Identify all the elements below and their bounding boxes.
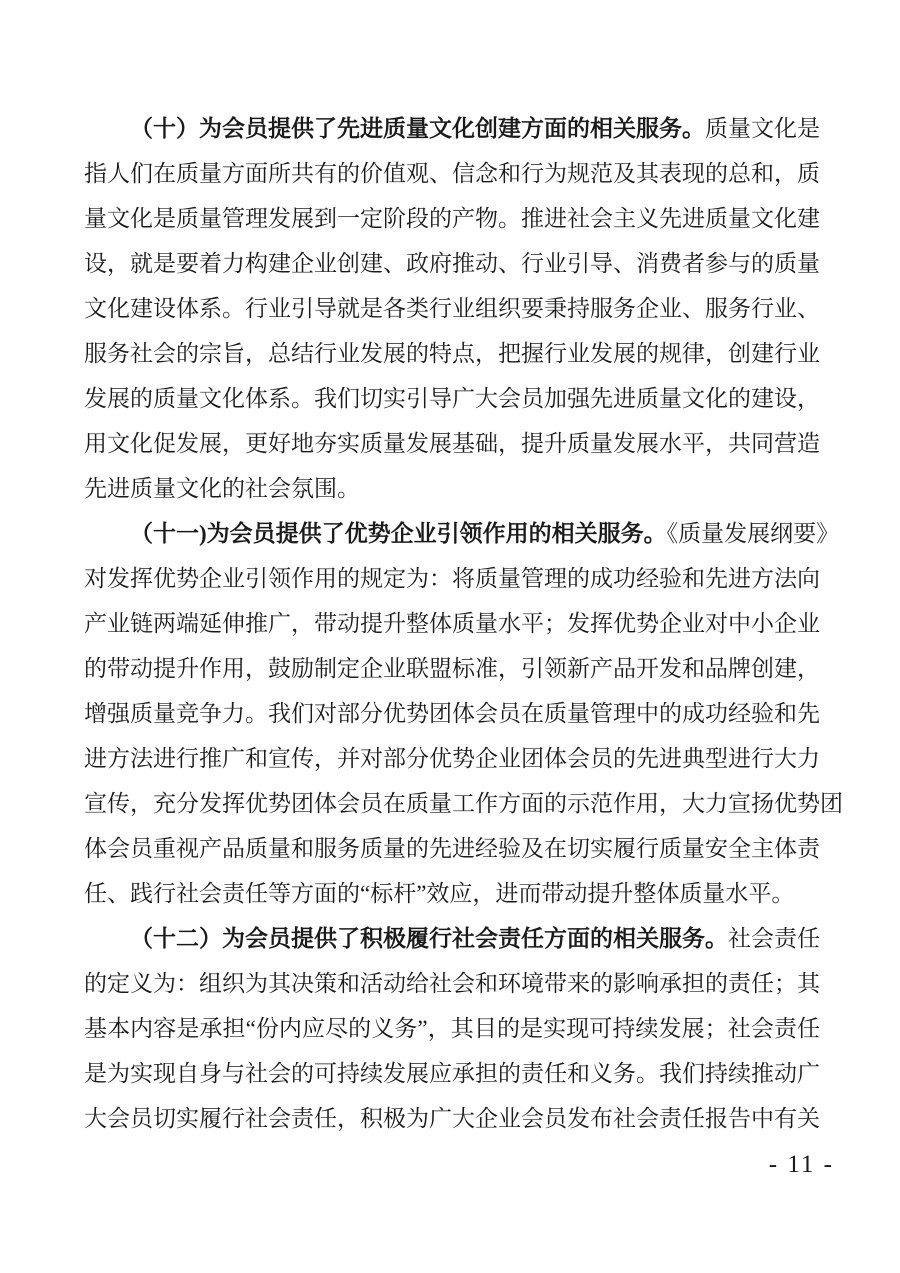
paragraph-text: 任、践行社会责任等方面的“标杆”效应，进而带动提升整体质量水平。: [84, 881, 795, 906]
text-line: [84, 1051, 820, 1096]
paragraph-text: 先进质量文化的社会氛围。: [84, 476, 360, 501]
text-line: [84, 331, 820, 376]
paragraph-text: 是为实现自身与社会的可持续发展应承担的责任和义务。我们持续推动广: [84, 1061, 820, 1086]
paragraph-text: 产业链两端延伸推广，带动提升整体质量水平；发挥优势企业对中小企业: [84, 611, 820, 636]
paragraph-text: 服务社会的宗旨，总结行业发展的特点，把握行业发展的规律，创建行业: [84, 341, 820, 366]
paragraph-text: 质量文化是: [705, 116, 820, 141]
paragraph-text: 社会责任: [728, 926, 820, 951]
page-number: - 11 -: [768, 1151, 834, 1178]
text-line: [84, 646, 820, 691]
text-block: [84, 106, 843, 1141]
paragraph-text: 基本内容是承担“份内应尽的义务”，其目的是实现可持续发展；社会责任: [84, 1016, 820, 1041]
text-line: [84, 781, 843, 826]
text-line: [84, 376, 820, 421]
text-line: [84, 241, 820, 286]
text-line: [84, 1006, 820, 1051]
text-line: [84, 106, 820, 151]
text-line: [84, 556, 820, 601]
paragraph-text: 宣传，充分发挥优势团体会员在质量工作方面的示范作用，大力宣扬优势团: [84, 791, 843, 816]
text-line: [84, 916, 820, 961]
paragraph-text: 用文化促发展，更好地夯实质量发展基础，提升质量发展水平，共同营造: [84, 431, 820, 456]
paragraph-text: 增强质量竞争力。我们对部分优势团体会员在质量管理中的成功经验和先: [84, 701, 820, 726]
paragraph-text: 《质量发展纲要》: [666, 521, 840, 546]
paragraph-text: 量文化是质量管理发展到一定阶段的产物。推进社会主义先进质量文化建: [84, 206, 820, 231]
paragraph-text: 的带动提升作用，鼓励制定企业联盟标准，引领新产品开发和品牌创建，: [84, 656, 820, 681]
text-line: [84, 421, 820, 466]
text-line: [84, 196, 820, 241]
paragraph-heading: （十）为会员提供了先进质量文化创建方面的相关服务。: [130, 116, 705, 141]
text-line: [84, 466, 820, 511]
paragraph-text: 的定义为：组织为其决策和活动给社会和环境带来的影响承担的责任；其: [84, 971, 820, 996]
text-line: [84, 1096, 820, 1141]
paragraph-text: 大会员切实履行社会责任，积极为广大企业会员发布社会责任报告中有关: [84, 1106, 820, 1131]
paragraph-text: 体会员重视产品质量和服务质量的先进经验及在切实履行质量安全主体责: [84, 836, 820, 861]
text-line: [84, 826, 820, 871]
text-line: [84, 601, 820, 646]
paragraph-text: 对发挥优势企业引领作用的规定为：将质量管理的成功经验和先进方法向: [84, 566, 820, 591]
text-line: [84, 961, 820, 1006]
text-line: [84, 691, 820, 736]
paragraph-text: 文化建设体系。行业引导就是各类行业组织要秉持服务企业、服务行业、: [84, 296, 820, 321]
text-line: [84, 511, 840, 556]
paragraph-text: 发展的质量文化体系。我们切实引导广大会员加强先进质量文化的建设，: [84, 386, 820, 411]
text-line: [84, 286, 820, 331]
paragraph-text: 指人们在质量方面所共有的价值观、信念和行为规范及其表现的总和，质: [84, 161, 820, 186]
paragraph-heading: （十一)为会员提供了优势企业引领作用的相关服务。: [130, 521, 667, 546]
text-line: [84, 736, 820, 781]
paragraph-heading: （十二）为会员提供了积极履行社会责任方面的相关服务。: [130, 926, 728, 951]
paragraph-text: 进方法进行推广和宣传，并对部分优势企业团体会员的先进典型进行大力: [84, 746, 820, 771]
text-line: [84, 871, 820, 916]
text-line: [84, 151, 820, 196]
paragraph-text: 设，就是要着力构建企业创建、政府推动、行业引导、消费者参与的质量: [84, 251, 820, 276]
